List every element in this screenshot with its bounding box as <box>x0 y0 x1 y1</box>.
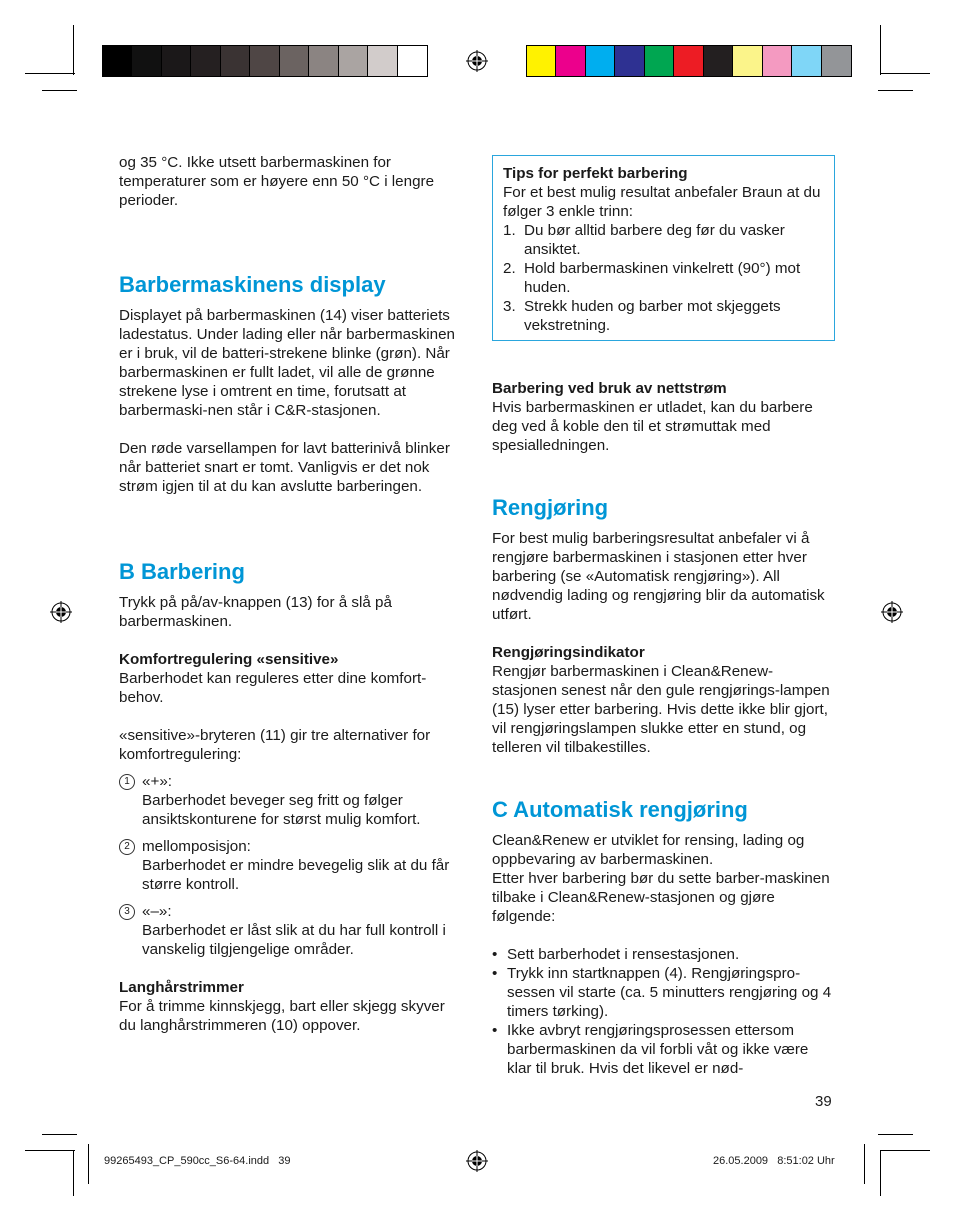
comfort-option <box>119 837 464 894</box>
section-heading-display: Barbermaskinens display <box>119 272 386 297</box>
display-paragraph: Displayet på barbermaskinen (14) viser batteriets ladestatus. Under lading eller når barbermaskinen er i bruk, vil de batteri-strekene blinke (grøn). Når barbermaskinen er fullt ladet, vil alle de grønne strekene lyse i omtrent en time, forutsatt at barbermaski-nen står i C&R-stasjonen. <box>119 307 456 419</box>
crop-mark <box>42 1134 77 1135</box>
tips-heading: Tips for perfekt barbering <box>503 165 688 182</box>
bullet-item <box>492 1021 837 1078</box>
color-swatch <box>339 46 368 76</box>
color-swatch <box>162 46 191 76</box>
cleaning-paragraph: For best mulig barberingsresultat anbefaler vi å rengjøre barbermaskinen i stasjonen etter hver barbering (se «Automatisk rengjøring»). All nødvendig lading og rengjøring blir da automatisk utført. <box>492 530 825 623</box>
option-number-badge: 3 <box>119 904 135 920</box>
crop-mark <box>42 90 77 91</box>
color-swatch <box>527 46 556 76</box>
auto-bullet-list <box>492 945 837 1078</box>
color-swatch <box>586 46 615 76</box>
crop-mark <box>880 1150 930 1151</box>
step-number: 2. <box>503 260 516 277</box>
bullet-text: Trykk inn startknappen (4). Rengjøringspro-sessen vil starte (ca. 5 minutters rengjøring og 4 timers tørking). <box>507 965 832 1020</box>
color-swatch <box>645 46 674 76</box>
right-column <box>492 379 837 1078</box>
option-title: mellomposisjon: <box>142 838 251 855</box>
option-number-badge: 1 <box>119 774 135 790</box>
crop-mark <box>880 25 881 75</box>
comfort-option <box>119 772 464 829</box>
subheading-trimmer: Langhårstrimmer <box>119 979 244 996</box>
color-swatch <box>615 46 644 76</box>
step-text: Strekk huden og barber mot skjeggets vekstretning. <box>524 298 781 334</box>
bullet-item <box>492 964 837 1021</box>
crop-mark <box>25 1150 75 1151</box>
step-number: 3. <box>503 298 516 315</box>
process-color-bar <box>526 45 852 77</box>
barbering-paragraph: Trykk på på/av-knappen (13) for å slå på barbermaskinen. <box>119 594 392 630</box>
color-swatch <box>368 46 397 76</box>
color-swatch <box>103 46 132 76</box>
tips-step <box>503 259 824 297</box>
subheading-net: Barbering ved bruk av nettstrøm <box>492 380 727 397</box>
trimmer-paragraph: For å trimme kinnskjegg, bart eller skjegg skyver du langhårstrimmeren (10) oppover. <box>119 998 445 1034</box>
bullet-icon: • <box>492 965 498 982</box>
left-column <box>119 153 464 1035</box>
bullet-icon: • <box>492 1022 498 1039</box>
option-title: «+»: <box>142 773 172 790</box>
option-number-badge: 2 <box>119 839 135 855</box>
tips-steps-list <box>503 221 824 335</box>
section-heading-barbering: B Barbering <box>119 559 245 584</box>
crop-mark <box>25 73 75 74</box>
footer-file-info: 99265493_CP_590cc_S6-64.indd 39 <box>104 1155 291 1167</box>
section-heading-auto: C Automatisk rengjøring <box>492 797 748 822</box>
komfort-paragraph: Barberhodet kan reguleres etter dine komfort-behov. <box>119 670 427 706</box>
comfort-option <box>119 902 464 959</box>
color-swatch <box>250 46 279 76</box>
color-swatch <box>733 46 762 76</box>
section-heading-cleaning: Rengjøring <box>492 495 609 520</box>
page-number: 39 <box>815 1093 832 1110</box>
registration-mark-icon <box>50 601 72 623</box>
display-paragraph: Den røde varsellampen for lavt batterinivå blinker når batteriet snart er tomt. Vanligvis er det nok strøm igjen til at du kan avslutte barberingen. <box>119 440 450 495</box>
crop-mark <box>880 73 930 74</box>
footer-timestamp: 26.05.2009 8:51:02 Uhr <box>713 1155 835 1167</box>
intro-paragraph: og 35 °C. Ikke utsett barbermaskinen for temperaturer som er høyere enn 50 °C i lengre perioder. <box>119 154 435 209</box>
option-text: Barberhodet er mindre bevegelig slik at du får større kontroll. <box>142 857 450 893</box>
registration-mark-icon <box>466 50 488 72</box>
color-swatch <box>398 46 427 76</box>
bullet-item <box>492 945 837 964</box>
crop-mark <box>878 90 913 91</box>
crop-mark <box>88 1144 89 1184</box>
bullet-icon: • <box>492 946 498 963</box>
color-swatch <box>792 46 821 76</box>
indicator-paragraph: Rengjør barbermaskinen i Clean&Renew-stasjonen senest når den gule rengjørings-lampen (15) lyser etter barbering. Hvis dette ikke blir gjort, vil rengjøringslampen slukke etter en stund, og telleren vil tilbakestilles. <box>492 663 830 756</box>
option-text: Barberhodet er låst slik at du har full kontroll i vanskelig tilgjengelige områder. <box>142 922 446 958</box>
registration-mark-icon <box>881 601 903 623</box>
option-text: Barberhodet beveger seg fritt og følger ansiktskonturene for størst mulig komfort. <box>142 792 421 828</box>
tips-step <box>503 297 824 335</box>
color-swatch <box>822 46 851 76</box>
comfort-options-list <box>119 772 464 959</box>
bullet-text: Sett barberhodet i rensestasjonen. <box>507 946 740 963</box>
tips-box <box>492 155 835 341</box>
color-swatch <box>309 46 338 76</box>
color-swatch <box>556 46 585 76</box>
color-swatch <box>763 46 792 76</box>
bullet-text: Ikke avbryt rengjøringsprosessen ettersom barbermaskinen da vil forbli våt og ikke være klar til bruk. Hvis det likevel er nød- <box>507 1022 809 1077</box>
grayscale-color-bar <box>102 45 428 77</box>
crop-mark <box>880 1150 881 1196</box>
step-number: 1. <box>503 222 516 239</box>
subheading-komfort: Komfortregulering «sensitive» <box>119 651 339 668</box>
tips-intro: For et best mulig resultat anbefaler Braun at du følger 3 enkle trinn: <box>503 184 821 220</box>
color-swatch <box>704 46 733 76</box>
subheading-indicator: Rengjøringsindikator <box>492 644 645 661</box>
crop-mark <box>73 25 74 75</box>
color-swatch <box>191 46 220 76</box>
tips-step <box>503 221 824 259</box>
color-swatch <box>280 46 309 76</box>
step-text: Hold barbermaskinen vinkelrett (90°) mot huden. <box>524 260 801 296</box>
color-swatch <box>132 46 161 76</box>
registration-mark-icon <box>466 1150 488 1172</box>
crop-mark <box>864 1144 865 1184</box>
crop-mark <box>878 1134 913 1135</box>
auto-paragraph: Clean&Renew er utviklet for rensing, lading og oppbevaring av barbermaskinen. <box>492 832 805 868</box>
color-swatch <box>674 46 703 76</box>
auto-paragraph: Etter hver barbering bør du sette barber-maskinen tilbake i Clean&Renew-stasjonen og gjøre følgende: <box>492 870 830 925</box>
crop-mark <box>73 1150 74 1196</box>
step-text: Du bør alltid barbere deg før du vasker ansiktet. <box>524 222 785 258</box>
net-paragraph: Hvis barbermaskinen er utladet, kan du barbere deg ved å koble den til et strømuttak med spesialledningen. <box>492 399 813 454</box>
color-swatch <box>221 46 250 76</box>
option-title: «–»: <box>142 903 172 920</box>
komfort-paragraph: «sensitive»-bryteren (11) gir tre alternativer for komfortregulering: <box>119 727 431 763</box>
